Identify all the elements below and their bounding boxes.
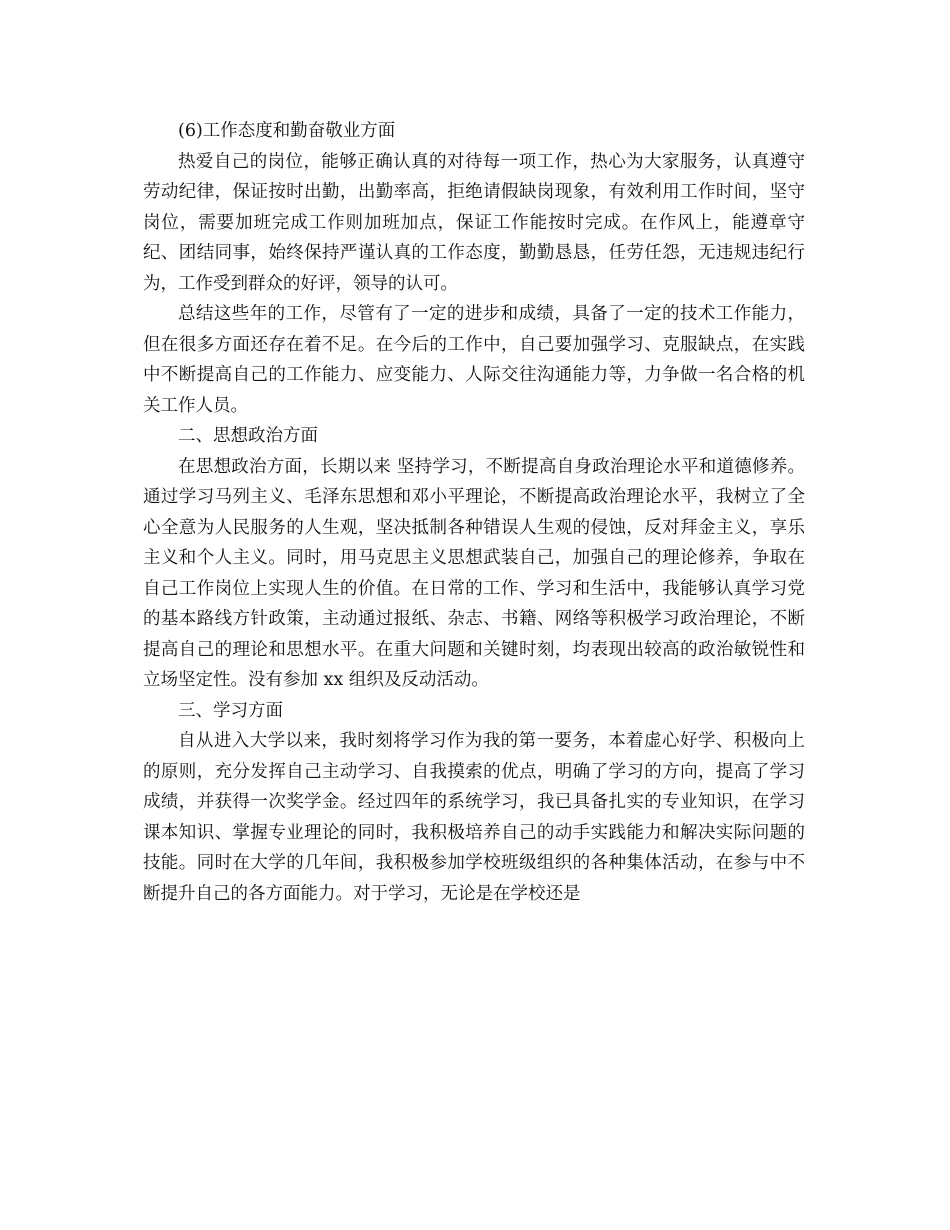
section-heading-political: 二、思想政治方面 <box>178 426 318 446</box>
section-heading-study: 三、学习方面 <box>178 700 283 721</box>
paragraph-work-attitude: 热爱自己的岗位，能够正确认真的对待每一项工作，热心为大家服务，认真遵守劳动纪律，保证按时出勤，出勤率高，拒绝请假缺岗现象，有效利用工作时间，坚守岗位，需要加班完成工作则加班加点，保证工作能按时完成。在作风上，能遵章守纪、团结同事，始终保持严谨认真的工作态度，勤勤恳恳，任劳任怨，无违规违纪行为，工作受到群众的好评，领导的认可。 <box>143 151 805 294</box>
paragraph-summary: 总结这些年的工作，尽管有了一定的进步和成绩，具备了一定的技术工作能力，但在很多方面还存在着不足。在今后的工作中，自己要加强学习、克服缺点，在实践中不断提高自己的工作能力、应变能力、人际交往沟通能力等，力争做一名合格的机关工作人员。 <box>143 304 805 416</box>
document-body <box>143 116 805 909</box>
paragraph-study: 自从进入大学以来，我时刻将学习作为我的第一要务，本着虚心好学、积极向上的原则，充分发挥自己主动学习、自我摸索的优点，明确了学习的方向，提高了学习成绩，并获得一次奖学金。经过四年的系统学习，我已具备扎实的专业知识，在学习课本知识、掌握专业理论的同时，我积极培养自己的动手实践能力和解决实际问题的技能。同时在大学的几年间，我积极参加学校班级组织的各种集体活动，在参与中不断提升自己的各方面能力。对于学习，无论是在学校还是 <box>143 731 805 904</box>
section-heading-work-attitude: (6)工作态度和勤奋敬业方面 <box>178 121 396 141</box>
paragraph-political: 在思想政治方面，长期以来 坚持学习，不断提高自身政治理论水平和道德修养。通过学习马列主义、毛泽东思想和邓小平理论，不断提高政治理论水平，我树立了全心全意为人民服务的人生观，坚决抵制各种错误人生观的侵蚀，反对拜金主义，享乐主义和个人主义。同时，用马克思主义思想武装自己，加强自己的理论修养，争取在自己工作岗位上实现人生的价值。在日常的工作、学习和生活中，我能够认真学习党的基本路线方针政策，主动通过报纸、杂志、书籍、网络等积极学习政治理论，不断提高自己的理论和思想水平。在重大问题和关键时刻，均表现出较高的政治敏锐性和立场坚定性。没有参加 xx 组织及反动活动。 <box>143 456 805 690</box>
